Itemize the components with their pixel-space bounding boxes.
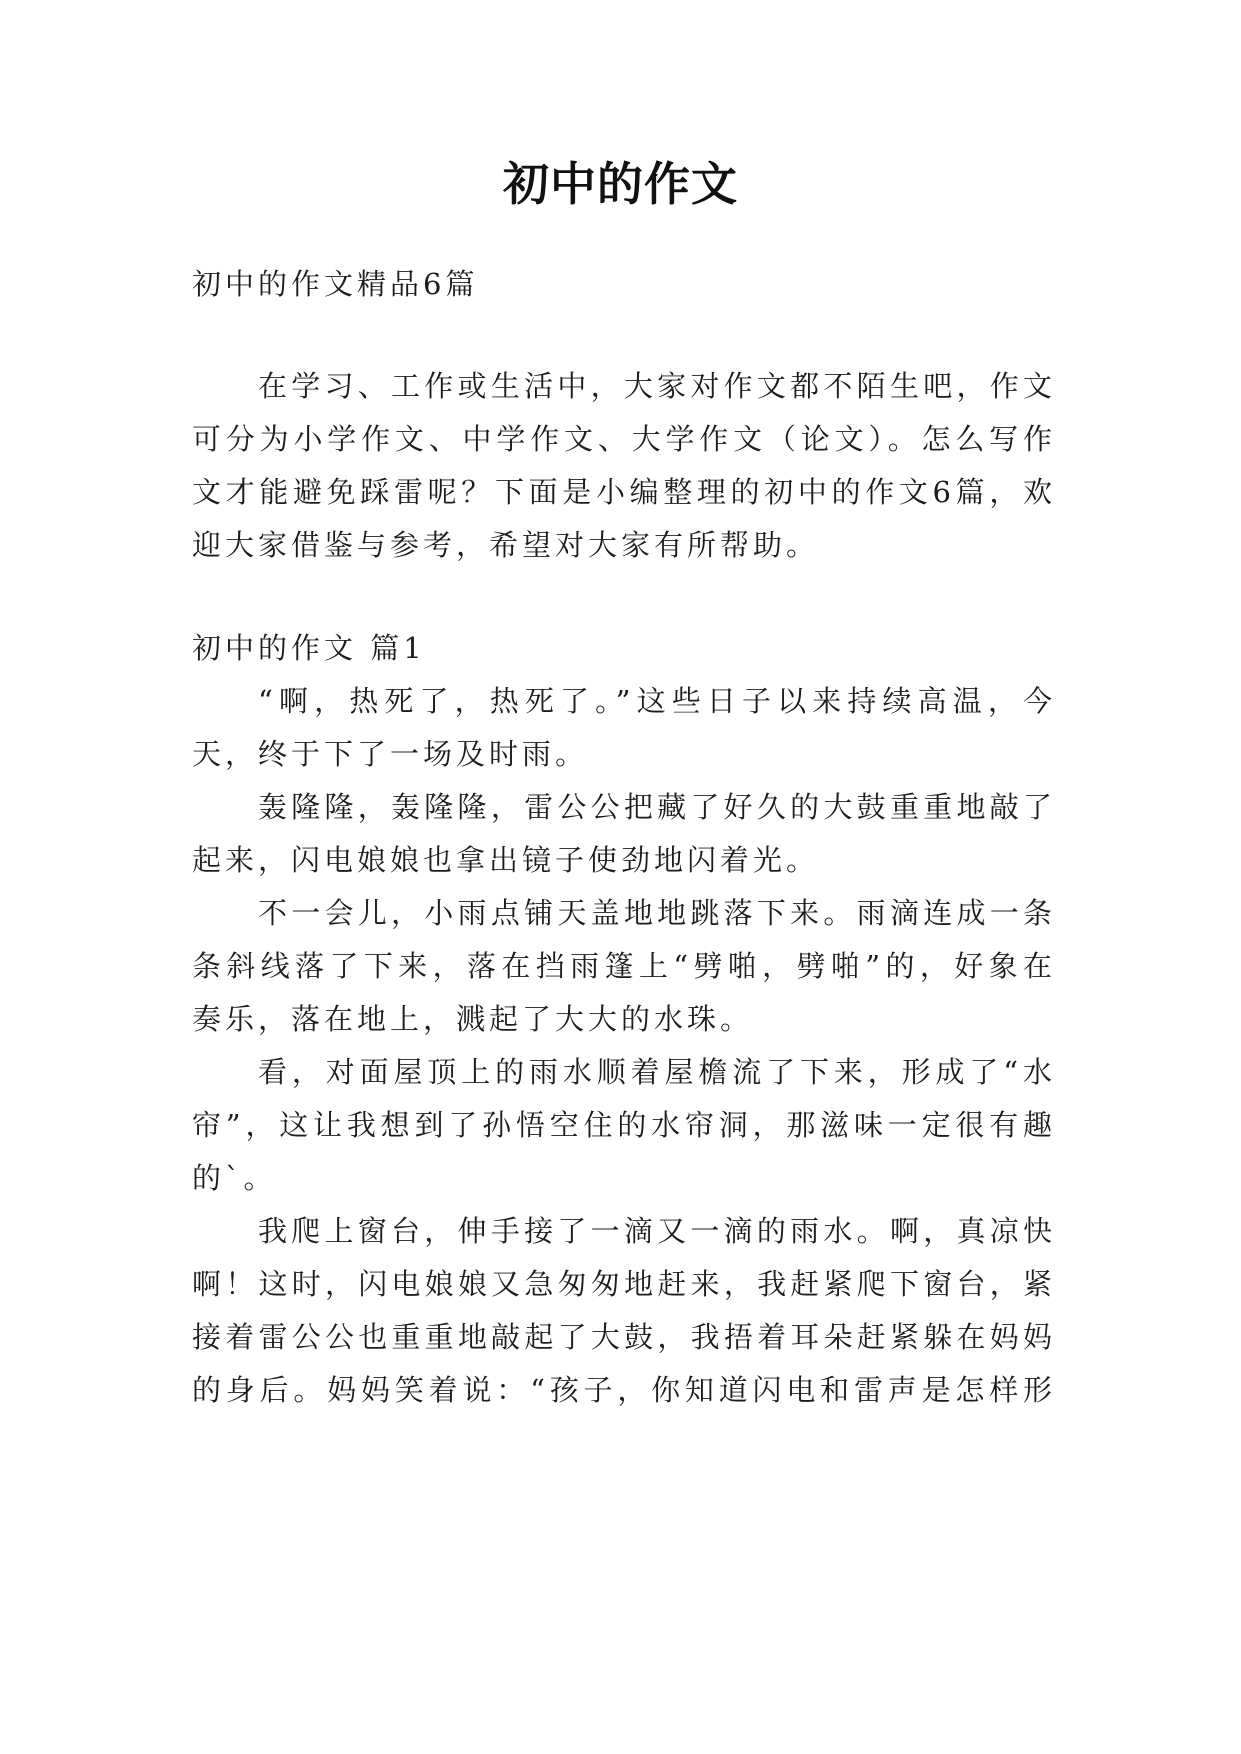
essay-line: 奏乐，落在地上，溅起了大大的水珠。 xyxy=(192,1002,754,1036)
essay-line: 啊！这时，闪电娘娘又急匆匆地赶来，我赶紧爬下窗台，紧 xyxy=(192,1267,1052,1301)
intro-line: 可分为小学作文、中学作文、大学作文（论文）。怎么写作 xyxy=(192,422,1052,456)
essay-line: 不一会儿，小雨点铺天盖地地跳落下来。雨滴连成一条 xyxy=(258,896,1052,930)
essay-line: 的身后。妈妈笑着说：“孩子，你知道闪电和雷声是怎样形 xyxy=(192,1373,1052,1407)
intro-line: 文才能避免踩雷呢？下面是小编整理的初中的作文6篇，欢 xyxy=(192,475,1052,509)
essay-line: 条斜线落了下来，落在挡雨篷上“劈啪，劈啪”的，好象在 xyxy=(192,949,1052,983)
essay-line: 看，对面屋顶上的雨水顺着屋檐流了下来，形成了“水 xyxy=(258,1055,1052,1089)
essay-line: 轰隆隆，轰隆隆，雷公公把藏了好久的大鼓重重地敲了 xyxy=(258,790,1052,824)
essay-line: 我爬上窗台，伸手接了一滴又一滴的雨水。啊，真凉快 xyxy=(258,1214,1052,1248)
section-heading: 初中的作文 篇1 xyxy=(192,631,426,665)
intro-line: 在学习、工作或生活中，大家对作文都不陌生吧，作文 xyxy=(258,369,1052,403)
essay-line: 天，终于下了一场及时雨。 xyxy=(192,737,589,771)
essay-line: 起来，闪电娘娘也拿出镜子使劲地闪着光。 xyxy=(192,843,820,877)
intro-line: 迎大家借鉴与参考，希望对大家有所帮助。 xyxy=(192,528,820,562)
essay-line: “啊，热死了，热死了。”这些日子以来持续高温，今 xyxy=(258,684,1052,718)
document-subtitle: 初中的作文精品6篇 xyxy=(192,267,479,301)
essay-line: 帘”，这让我想到了孙悟空住的水帘洞，那滋味一定很有趣 xyxy=(192,1108,1052,1142)
document-title: 初中的作文 xyxy=(503,157,738,211)
essay-line: 接着雷公公也重重地敲起了大鼓，我捂着耳朵赶紧躲在妈妈 xyxy=(192,1320,1052,1354)
essay-line: 的`。 xyxy=(192,1161,277,1195)
